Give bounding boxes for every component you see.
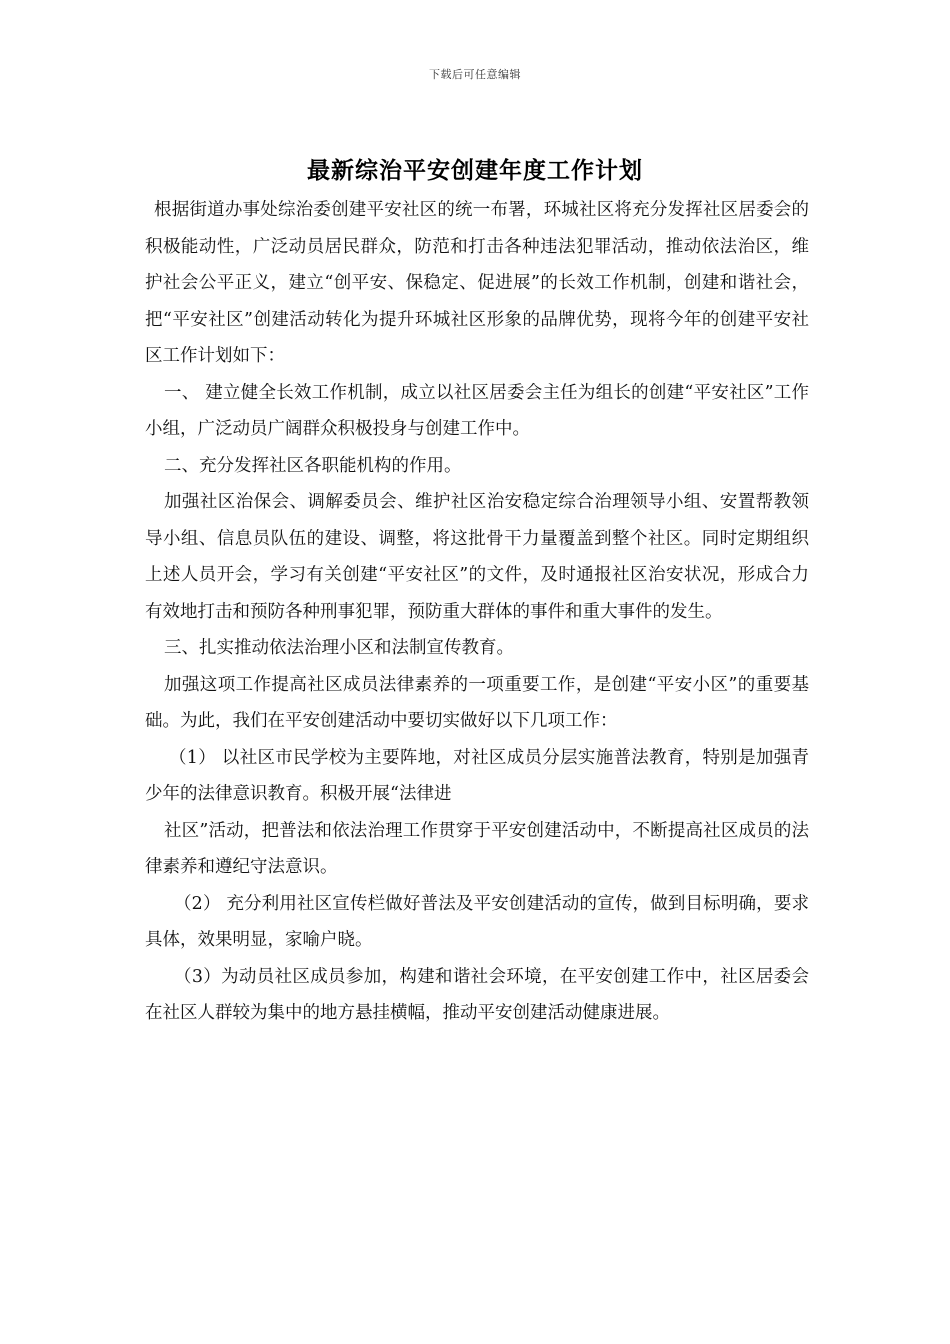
paragraph-intro: 根据街道办事处综治委创建平安社区的统一布署，环城社区将充分发挥社区居委会的积极能动性，广泛动员居民群众，防范和打击各种违法犯罪活动，推动依法治区，维护社会公平正义，建立“创平安、保稳定、促进展”的长效工作机制，创建和谐社会，把“平安社区”创建活动转化为提升环城社区形象的品牌优势，现将今年的创建平安社区工作计划如下：	[145, 200, 809, 366]
header-note: 下载后可任意编辑	[429, 68, 521, 81]
paragraph-section-3-body: 加强这项工作提高社区成员法律素养的一项重要工作，是创建“平安小区”的重要基础。为此，我们在平安创建活动中要切实做好以下几项工作：	[145, 674, 809, 731]
paragraph-item-1: （1） 以社区市民学校为主要阵地，对社区成员分层实施普法教育，特别是加强青少年的法律意识教育。积极开展“法律进	[145, 747, 809, 804]
paragraph-section-1: 一、 建立健全长效工作机制，成立以社区居委会主任为组长的创建“平安社区”工作小组，广泛动员广阔群众积极投身与创建工作中。	[145, 382, 809, 439]
paragraph-item-2: （2） 充分利用社区宣传栏做好普法及平安创建活动的宣传，做到目标明确，要求具体，效果明显，家喻户晓。	[145, 893, 809, 950]
paragraph-item-3: （3）为动员社区成员参加，构建和谐社会环境，在平安创建工作中，社区居委会在社区人群较为集中的地方悬挂横幅，推动平安创建活动健康进展。	[145, 966, 809, 1023]
paragraph-section-3-heading: 三、扎实推动依法治理小区和法制宣传教育。	[164, 638, 514, 658]
document-title: 最新综治平安创建年度工作计划	[307, 157, 643, 184]
paragraph-item-1-continued: 社区”活动，把普法和依法治理工作贯穿于平安创建活动中，不断提高社区成员的法律素养和遵纪守法意识。	[145, 820, 809, 877]
paragraph-section-2-body: 加强社区治保会、调解委员会、维护社区治安稳定综合治理领导小组、安置帮教领导小组、信息员队伍的建设、调整，将这批骨干力量覆盖到整个社区。同时定期组织上述人员开会，学习有关创建“平安社区”的文件，及时通报社区治安状况，形成合力有效地打击和预防各种刑事犯罪，预防重大群体的事件和重大事件的发生。	[145, 492, 809, 622]
document-body	[145, 192, 809, 1032]
paragraph-section-2-heading: 二、充分发挥社区各职能机构的作用。	[164, 455, 462, 476]
